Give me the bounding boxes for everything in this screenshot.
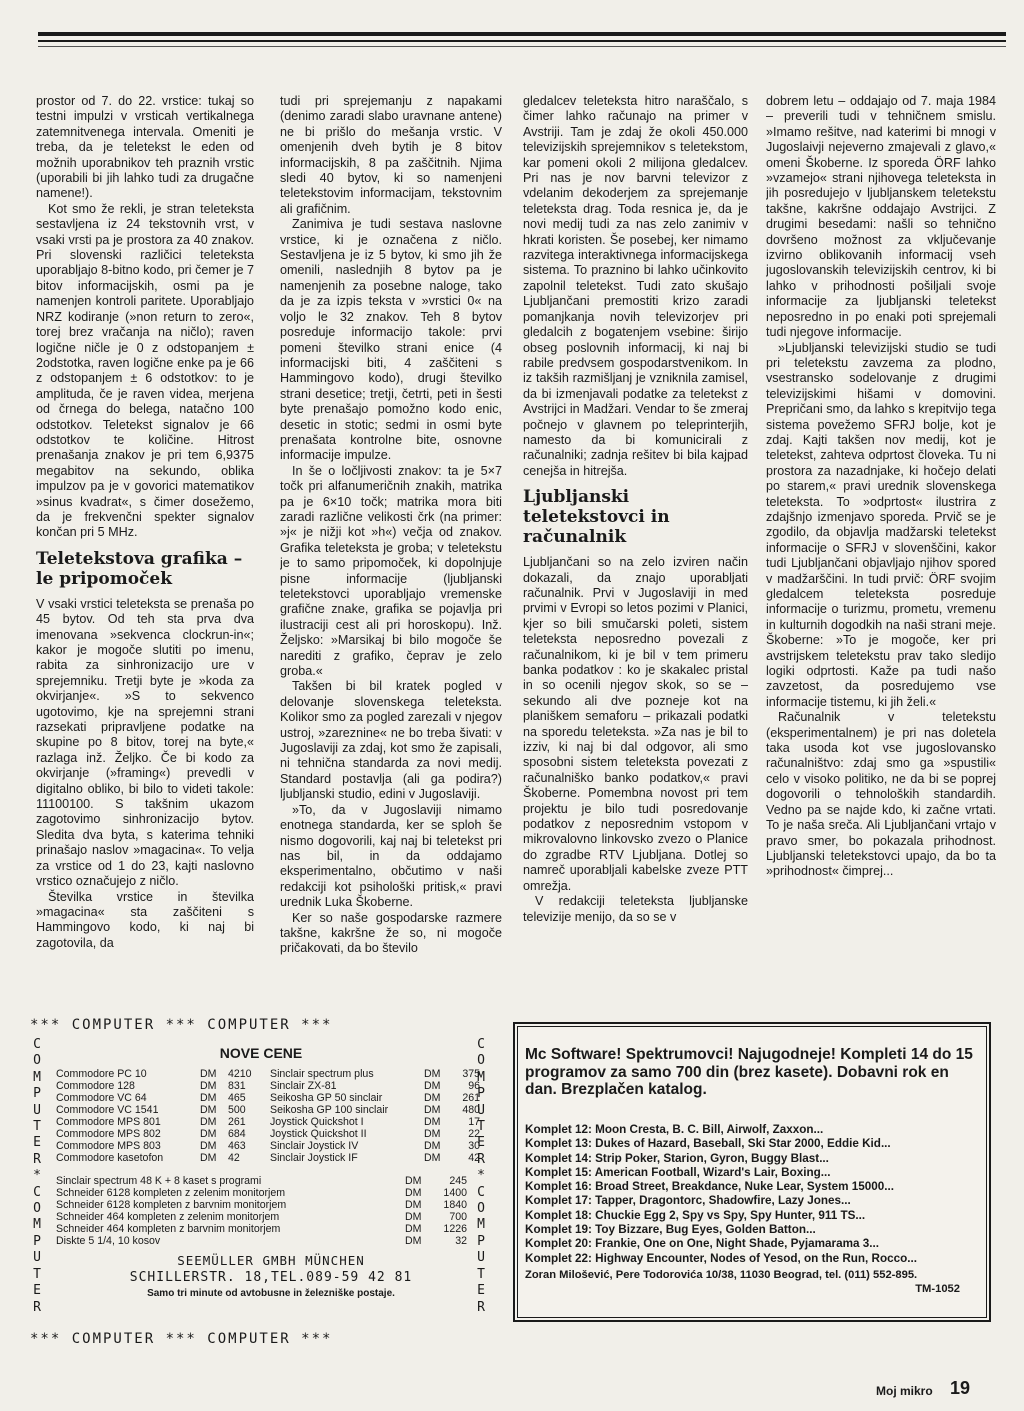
side-letter: E bbox=[477, 1135, 485, 1151]
price: 245 bbox=[449, 1175, 467, 1187]
price: 42 bbox=[228, 1152, 240, 1164]
komplet-item: Komplet 12: Moon Cresta, B. C. Bill, Airwolf, Zaxxon... bbox=[525, 1123, 824, 1136]
currency: DM bbox=[424, 1104, 441, 1116]
section-heading-grafika: Teletekstova grafika – le pripomoček bbox=[36, 548, 243, 589]
section-heading-racunalnik: Ljubljanski teletekstovci in računalnik bbox=[523, 487, 670, 548]
product-name: Seikosha GP 100 sinclair bbox=[270, 1104, 389, 1116]
mc-software-ad bbox=[513, 1022, 991, 1322]
ad-note: Samo tri minute od avtobusne in železniške postaje. bbox=[147, 1288, 395, 1299]
price: 4210 bbox=[228, 1068, 252, 1080]
side-letter: U bbox=[33, 1102, 41, 1118]
price-table bbox=[56, 1068, 484, 1164]
product-name: Commodore MPS 801 bbox=[56, 1116, 161, 1128]
product-name: Commodore MPS 802 bbox=[56, 1128, 161, 1140]
product-name: Commodore MPS 803 bbox=[56, 1140, 161, 1152]
side-letter: U bbox=[477, 1102, 485, 1118]
komplet-item: Komplet 19: Toy Bizzare, Bug Eyes, Golden Batton... bbox=[525, 1223, 816, 1237]
product-name: Joystick Quickshot I bbox=[270, 1116, 364, 1128]
price: 463 bbox=[228, 1140, 246, 1152]
side-letter: E bbox=[33, 1135, 41, 1151]
product-name: Commodore 128 bbox=[56, 1080, 135, 1092]
paragraph: Številka vrstice in številka »magacina« sta zaščiteni s Hammingovo kodo, ki naj bi zagotovila, da bbox=[36, 889, 254, 950]
side-letter: O bbox=[477, 1201, 485, 1217]
computer-ad bbox=[30, 1017, 492, 1350]
currency: DM bbox=[405, 1175, 422, 1187]
currency: DM bbox=[405, 1211, 422, 1223]
price-row bbox=[56, 1116, 484, 1128]
ad-contact-address: Zoran Milošević, Pere Todorovića 10/38, 11030 Beograd, tel. (011) 552-895. bbox=[525, 1269, 918, 1281]
bundle-row bbox=[56, 1235, 471, 1247]
paragraph: tudi pri sprejemanju z napakami (denimo zaradi slabo uravnane antene) ne bi prišlo do mešanja vrstic. V omenjenih dveh bytih je 8 bitov informacijskih, 8 pa zaščitnih. Njima sledi 40 bytov, ki so namenjeni teletekstovim informacijam, tekstovnim ali grafičnim. bbox=[280, 94, 502, 216]
product-name: Sinclair spectrum 48 K + 8 kaset s programi bbox=[56, 1175, 262, 1187]
currency: DM bbox=[200, 1068, 217, 1080]
product-name: Diskte 5 1/4, 10 kosov bbox=[56, 1235, 161, 1247]
paragraph: prostor od 7. do 22. vrstice: tukaj so testni impulzi v vrsticah vertikalnega zatemnitvenega intervala. Omeniti je treba, da je teletekst le eden od možnih uporabnikov teh praznih vrstic (uporabili bi jih lahko tudi za drugačne namene!). bbox=[36, 94, 254, 201]
komplet-item: Komplet 18: Chuckie Egg 2, Spy vs Spy, Spy Hunter, 911 TS... bbox=[525, 1208, 866, 1222]
paragraph: Ljubljančani so na zelo izviren način dokazali, da znajo uporabljati računalnik. Prvi v Jugoslaviji in med prvimi v Evropi so letos pozimi v Planici, kjer so bili smučarski poleti, sistem teleteksta neposredno povezali z računalnikom, ki je bil v tem primeru banka podatkov : ko je skakalec pristal in so ocenili njegov skok, so se – sekundo ali dve pozneje kot na planiškem semaforu – prikazali podatki na sporedu teleteksta. »Za nas je bil to izziv, ki naj bi dal odgovor, ali smo sposobni sistem teleteksta povezati z računalniško banko podatkov,« pravi Škoberne. Pomembna novost pri tem projektu je bilo tudi posredovanje podatkov z neposrednim vstopom v mikrovalovno linkovsko zvezo o Planice do zgradbe RTV Ljubljana. Dotlej so namreč uporabljali kabelske zveze PTT omrežja. bbox=[523, 555, 748, 893]
komplet-item: Komplet 20: Frankie, One on One, Night Shade, Pyjamarama 3... bbox=[525, 1237, 879, 1251]
currency: DM bbox=[424, 1140, 441, 1152]
product-name: Sinclair Joystick IF bbox=[270, 1152, 358, 1164]
ad-side-letters-left bbox=[30, 1037, 44, 1316]
side-letter: R bbox=[477, 1151, 485, 1167]
side-letter: M bbox=[477, 1069, 485, 1085]
side-letter: M bbox=[33, 1217, 41, 1233]
currency: DM bbox=[424, 1116, 441, 1128]
bundle-row bbox=[56, 1223, 471, 1235]
currency: DM bbox=[424, 1128, 441, 1140]
price: 96 bbox=[468, 1080, 480, 1092]
side-letter: * bbox=[477, 1168, 485, 1184]
price-row bbox=[56, 1092, 484, 1104]
product-name: Commodore VC 1541 bbox=[56, 1104, 159, 1116]
bundle-row bbox=[56, 1175, 471, 1187]
currency: DM bbox=[405, 1187, 422, 1199]
price: 32 bbox=[455, 1235, 467, 1247]
side-letter: R bbox=[33, 1151, 41, 1167]
paragraph: »To, da v Jugoslaviji nimamo enotnega standarda, ker se sploh še nismo dogovorili, kaj naj bi teletekst pri nas bil, in da oddajamo eksperimentalno, občutimo v naši redakciji kot psihološki pritisk,« pravi urednik Luka Škoberne. bbox=[280, 802, 502, 910]
side-letter: T bbox=[33, 1119, 41, 1135]
paragraph: gledalcev teleteksta hitro naraščalo, s čimer lahko računajo na primer v Avstriji. Tam je zdaj že okoli 450.000 televizijskih sprejemnikov s teletekstom, kar pomeni okoli 2 milijona gledalcev. Pri nas je nov barvni televizor z vdelanim dekoderjem za sprejemanje teleteksta drag. Toda resnica je, da je novi medij tudi za nas zelo zanimiv v hkrati koristen. Še posebej, ker nimamo razvitega interaktivnega informacijskega sistema. To praznino bi lahko učinkovito zapolnil teletekst. Tudi zato skušajo Ljubljančani premostiti krizo zaradi pomanjkanja novih televizorjev pri gledalcih z bogatenjem vsebine: širijo obseg poslovnih informacij, ki naj bi rabile predvsem gospodarstvenikom. In iz takših razmišljanj je vzniknila zamisel, da bi izmenjavali podatke za teletekst z Avstrijci in Madžari. Vendar to še zmeraj počnejo v glavnem po teleprinterjih, namesto da bi komunicirali z računalniki; zadnja rešitev bi bila kajpad cenejša in hitrejša. bbox=[523, 94, 748, 478]
top-rule-hairline bbox=[38, 46, 1006, 47]
price: 22 bbox=[468, 1128, 480, 1140]
price: 42 bbox=[468, 1152, 480, 1164]
article-column-2 bbox=[280, 94, 502, 1006]
side-letter: O bbox=[33, 1053, 41, 1069]
paragraph: Zanimiva je tudi sestava naslovne vrstice, ki je označena z ničlo. Sestavljena je iz 5 bytov, ki smo jih že omenili, naslednjih 8 bytov pa je namenjenih za posebne naloge, tako da je za izpis teksta v »vrstici 0« na voljo le 32 znakov. Teh 8 bytov posreduje informacijo takole: prvi pomeni številko strani enice (4 informacijski biti, 4 zaščiteni s Hammingovo kodo), drugi številko strani desetice; tretji, četrti, peti in šesti byte prenašajo pomožno kodo enic, desetic in stotic; sedmi in osmi byte prenašata kontrolne bite, osnovne informacije impulze. bbox=[280, 217, 502, 463]
currency: DM bbox=[200, 1128, 217, 1140]
product-name: Sinclair Joystick IV bbox=[270, 1140, 359, 1152]
currency: DM bbox=[424, 1068, 441, 1080]
price: 1840 bbox=[443, 1199, 467, 1211]
price: 465 bbox=[228, 1092, 246, 1104]
price: 1226 bbox=[443, 1223, 467, 1235]
currency: DM bbox=[405, 1223, 422, 1235]
bundle-row bbox=[56, 1187, 471, 1199]
product-name: Seikosha GP 50 sinclair bbox=[270, 1092, 383, 1104]
product-name: Joystick Quickshot II bbox=[270, 1128, 367, 1140]
product-name: Sinclair spectrum plus bbox=[270, 1068, 374, 1080]
side-letter: M bbox=[477, 1217, 485, 1233]
side-letter: U bbox=[477, 1250, 485, 1266]
price: 1400 bbox=[443, 1187, 467, 1199]
side-letter: P bbox=[477, 1086, 485, 1102]
ad-heading: NOVE CENE bbox=[219, 1045, 303, 1061]
komplet-item: Komplet 16: Broad Street, Breakdance, Nuke Lear, System 15000... bbox=[525, 1180, 894, 1194]
side-letter: P bbox=[477, 1233, 485, 1249]
price-row bbox=[56, 1128, 484, 1140]
price: 831 bbox=[228, 1080, 246, 1092]
paragraph: V vsaki vrstici teleteksta se prenaša po 45 bytov. Od teh sta prva dva imenovana »sekvenca clockrun-in«; kakor je mogoče slutiti po imenu, rabita za sinhronizacijo ure v sprejemniku. Tretji byte je »koda za okvirjanje«. »S to sekvenco ugotovimo, kje na sprejemni strani razsekati pripravljene podatke na skupine po 8 bitov, torej na byte,« razlaga inž. Željko. Če bi kodo za okvirjanje (»framing«) prevedli v digitalno obliko, bi bilo to videti takole: 11100100. S takšnim ukazom zagotovimo sinhronizacijo bytov. Sledita dva byta, s katerima tehniki prinašajo naslov »magacina«. To velja za vrstice od 1 do 23, kajti naslovno vrstico označujejo z ničlo. bbox=[36, 596, 254, 889]
product-name: Schneider 464 kompleten z barvnim monitorjem bbox=[56, 1223, 281, 1235]
product-name: Schneider 6128 kompleten z zelenim monitorjem bbox=[56, 1187, 286, 1199]
side-letter: E bbox=[33, 1283, 41, 1299]
side-letter: P bbox=[33, 1233, 41, 1249]
currency: DM bbox=[424, 1092, 441, 1104]
side-letter: P bbox=[33, 1086, 41, 1102]
side-letter: T bbox=[477, 1266, 485, 1282]
ad-company: SEEMÜLLER GMBH MÜNCHEN bbox=[177, 1253, 365, 1268]
paragraph: Kot smo že rekli, je stran teleteksta sestavljena iz 24 tekstovnih vrst, v vsaki vrsti pa je prostora za 40 znakov. Pri slovenski različici teleteksta uporabljajo 8-bitno kodo, pri čemer je 7 bitov informacijskih, osmi pa je namenjen kontroli paritete. Uporabljajo NRZ kodiranje (»non return to zero«, torej brez vračanja na ničlo); raven logične ničle je 0 z odstopanjem ± 2odstotka, raven logične enke pa je 66 z odstopanjem ± 6 odstotkov: to je amplituda, če je raven videa, merjena od črnega do belega, natačno 100 odstotkov. Teletekst signalov je 66 odstotkov te količine. Hitrost prenašanja znakov je pri tem 6,9375 megabitov na sekundo, oblika impulzov pa je v govorici matematikov »sinus kvadrat«, s čimer dosežemo, da je frekvenčni spekter signalov končan pri 5 MHz. bbox=[36, 201, 254, 540]
ad-code: TM-1052 bbox=[915, 1282, 960, 1295]
currency: DM bbox=[424, 1152, 441, 1164]
paragraph: Takšen bi bil kratek pogled v delovanje slovenskega teleteksta. Kolikor smo za pogled zarezali v njegov ustroj, »zareznine« ne bo treba šivati: v Jugoslaviji za zdaj, kot smo že zapisali, ni tehnična standarda za novi medij. Standard postavlja (ali ga podira?) ljubljanski studio, edini v Jugoslaviji. bbox=[280, 679, 502, 802]
currency: DM bbox=[200, 1116, 217, 1128]
price: 261 bbox=[462, 1092, 480, 1104]
product-name: Schneider 464 kompleten z zelenim monitorjem bbox=[56, 1211, 280, 1223]
paragraph: »Ljubljanski televizijski studio se tudi pri teletekstu zavzema za plodno, vsestransko sodelovanje z drugimi televizijskimi hišami v domovini. Prepričani smo, da lahko s krepitvijo tega sistema povežemo SFRJ bolje, kot je zdaj. Kajti takšen nov medij, kot je teletekst, zahteva odprtost človeka. Tu ni prostora za nazadnjake, ki hočejo delati po starem,« pravi urednik slovenskega teleteksta. To »odprtost« ilustrira z zdajšnjo izmenjavo sporeda. Prvič se je zgodilo, da objavlja madžarski teletekst informacije o SFRJ v slovenščini, kakor tudi Ljubljančani objavljajo njihov spored v madžarščini. In tudi prvič: ÖRF svojim gledalcem teleteksta posreduje informacije o turizmu, prometu, vremenu in kulturnih dogodkih na naši strani meje. Škoberne: »To je mogoče, ker pri avstrijskem teletekstu prav tako sledijo logiki odprtosti. Kaže pa tudi našo zavzetost, da posredujemo vse informacije tistemu, ki jih želi.« bbox=[766, 340, 996, 709]
price: 375 bbox=[462, 1068, 480, 1080]
bundle-row bbox=[56, 1211, 471, 1223]
price: 261 bbox=[228, 1116, 246, 1128]
paragraph: Ker so naše gospodarske razmere takšne, kakršne že so, ni mogoče pričakovati, da bo število bbox=[280, 910, 502, 956]
price: 684 bbox=[228, 1128, 246, 1140]
side-letter: R bbox=[477, 1299, 485, 1315]
ad-address: SCHILLERSTR. 18,TEL.089-59 42 81 bbox=[129, 1270, 413, 1285]
price: 30 bbox=[468, 1140, 480, 1152]
side-letter: C bbox=[33, 1184, 41, 1200]
side-letter: T bbox=[477, 1119, 485, 1135]
komplet-item: Komplet 22: Highway Encounter, Nodes of Yesod, on the Run, Rocco... bbox=[525, 1251, 918, 1265]
side-letter: U bbox=[33, 1250, 41, 1266]
side-letter: * bbox=[33, 1168, 41, 1184]
komplet-item: Komplet 17: Tapper, Dragontorc, Shadowfire, Lazy Jones... bbox=[525, 1194, 851, 1208]
currency: DM bbox=[405, 1199, 422, 1211]
side-letter: O bbox=[477, 1053, 485, 1069]
price: 17 bbox=[468, 1116, 480, 1128]
currency: DM bbox=[200, 1152, 217, 1164]
product-name: Sinclair ZX-81 bbox=[270, 1080, 337, 1092]
side-letter: E bbox=[477, 1283, 485, 1299]
ad-contact bbox=[525, 1269, 980, 1296]
side-letter: T bbox=[33, 1266, 41, 1282]
currency: DM bbox=[200, 1080, 217, 1092]
article-column-4 bbox=[766, 94, 996, 1006]
currency: DM bbox=[424, 1080, 441, 1092]
bundle-table bbox=[56, 1175, 471, 1247]
ad-bottom-bar: *** COMPUTER *** COMPUTER *** bbox=[30, 1331, 333, 1347]
price: 500 bbox=[228, 1104, 246, 1116]
product-name: Commodore PC 10 bbox=[56, 1068, 147, 1080]
side-letter: O bbox=[33, 1201, 41, 1217]
price: 700 bbox=[449, 1211, 467, 1223]
product-name: Schneider 6128 kompleten z barvnim monitorjem bbox=[56, 1199, 287, 1211]
price-row bbox=[56, 1104, 484, 1116]
bundle-row bbox=[56, 1199, 471, 1211]
price-row bbox=[56, 1140, 484, 1152]
price-row bbox=[56, 1152, 484, 1164]
paragraph: dobrem letu – oddajajo od 7. maja 1984 – preverili tudi v tehničnem smislu. »Imamo rešitve, nad katerimi bi mnogi v Jugoslaivji neјеverno zmajevali z glavo,« omeni Škoberne. Iz sporeda ÖRF lahko »vzamejo« strani njihovega teleteksta in jih posredujejo v ljubljanskem teletekstu takšne, kakršne oddajajo Avstrijci. Z drugimi besedami: našli so tehnično dovršeno možnost za vključevanje izvirno oblikovanih informacij vseh jugoslovanskih televizijskih centrov, ki bi lahko v prihodnosti pošiljali svoje informacije za ljubljanski teletekst neposredno in po enaki poti sprejemali tudi njegove informacije. bbox=[766, 94, 996, 340]
price-row bbox=[56, 1068, 484, 1080]
komplet-item: Komplet 13: Dukes of Hazard, Baseball, Ski Star 2000, Eddie Kid... bbox=[525, 1137, 891, 1151]
price: 480 bbox=[462, 1104, 480, 1116]
ad-headline: Mc Software! Spektrumovci! Najugodneje! Kompleti 14 do 15 programov za samo 700 din (brez kasete). Dobavni rok en dan. Brezplačen katalog. bbox=[525, 1046, 973, 1098]
top-rule bbox=[38, 32, 1006, 36]
paragraph: Računalnik v teletekstu (eksperimentalnem) je pri nas doletela taka usoda kot vse jugoslovansko računalništvo: zdaj smo ga »spustili« celo v visoko politiko, ne da bi se poprej dogovorili o tehnoloških standardih. Vedno pa se najde kdo, ki začne vrtati. To je naša sreča. Ali Ljubljančani vrtajo v pravo smer, bo pokazala prihodnost. Ljubljanski teletekstovci upajo, da bo ta »prihodnost« čimprej... bbox=[766, 710, 996, 879]
paragraph: V redakciji teleteksta ljubljanske televizije menijo, da so se v bbox=[523, 894, 748, 924]
price-row bbox=[56, 1080, 484, 1092]
top-rule-thin bbox=[38, 40, 1006, 42]
side-letter: C bbox=[33, 1037, 41, 1052]
currency: DM bbox=[200, 1104, 217, 1116]
page-number: 19 bbox=[950, 1378, 971, 1398]
komplet-item: Komplet 14: Strip Poker, Starion, Gyron, Buggy Blast... bbox=[525, 1151, 829, 1165]
article-column-1 bbox=[36, 94, 254, 994]
ad-top-bar: *** COMPUTER *** COMPUTER *** bbox=[30, 1017, 333, 1033]
paragraph: In še o ločljivosti znakov: ta je 5×7 točk pri alfanumeričnih znakih, matrika pa je 6×10 točk; matrika mora biti zaradi različne velikosti črk (na primer: »j« je nižji kot »h«) večja od znakov. Grafika teleteksta je groba; v teletekstu je to samo pripomoček, ki dopolnjuje pisne informacije (ljubljanski teletekstovci uporabljajo vremenske grafične znake, grafika se pojavlja pri ilustraciji cest ali pri horoskopu). Inž. Željsko: »Marsikaj bi bilo mogoče še narediti z grafiko, čeprav je zelo groba.« bbox=[280, 463, 502, 679]
magazine-name: Moj mikro bbox=[876, 1384, 933, 1398]
product-name: Commodore kasetofon bbox=[56, 1152, 164, 1164]
currency: DM bbox=[405, 1235, 422, 1247]
product-name: Commodore VC 64 bbox=[56, 1092, 147, 1104]
side-letter: C bbox=[477, 1184, 485, 1200]
currency: DM bbox=[200, 1140, 217, 1152]
currency: DM bbox=[200, 1092, 217, 1104]
side-letter: C bbox=[477, 1037, 485, 1052]
side-letter: R bbox=[33, 1299, 41, 1315]
komplet-list bbox=[525, 1123, 980, 1266]
komplet-item: Komplet 15: American Football, Wizard's Lair, Boxing... bbox=[525, 1165, 831, 1179]
side-letter: M bbox=[33, 1069, 41, 1085]
article-column-3 bbox=[523, 94, 748, 1006]
